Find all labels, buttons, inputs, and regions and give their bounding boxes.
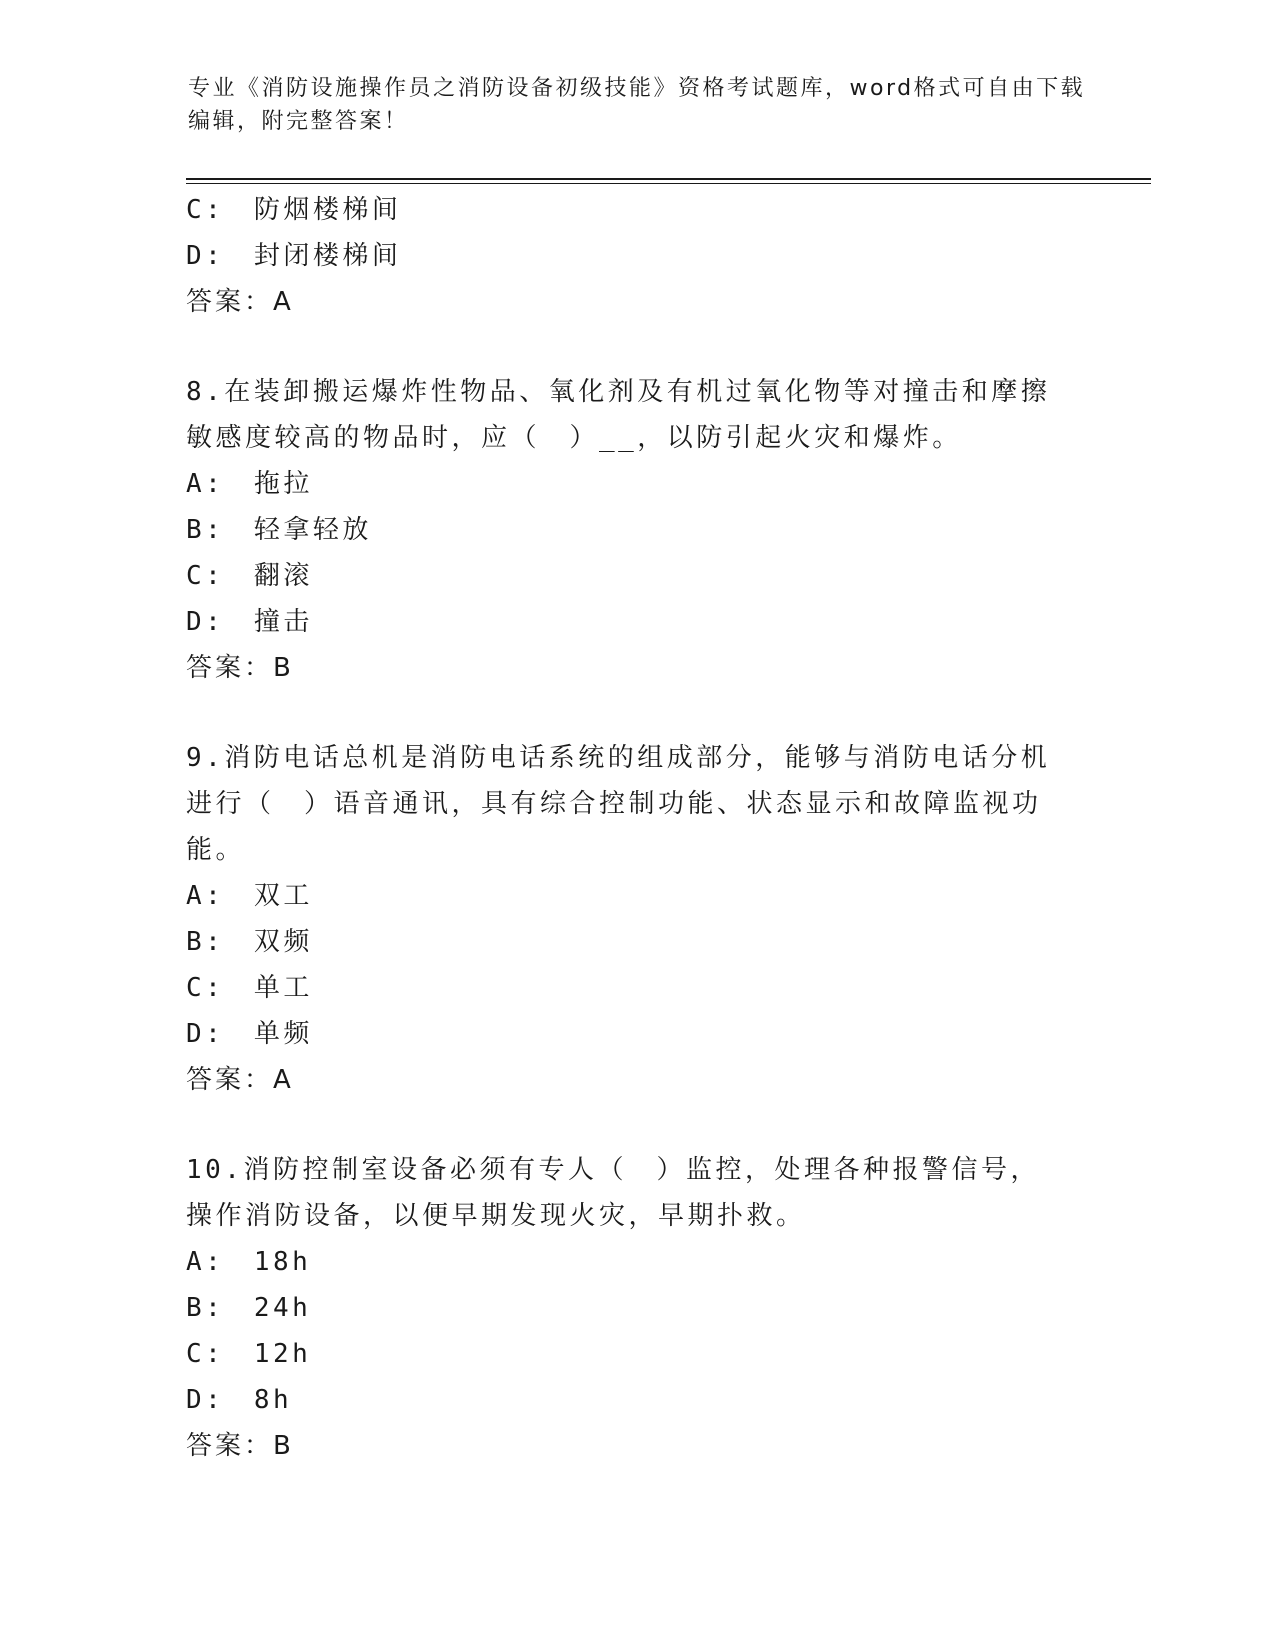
option-text: 8h [253,1385,293,1415]
option-text: 18h [253,1247,312,1277]
answer-value: A [273,1065,294,1095]
option-key: C [186,1339,206,1369]
answer-label: 答案： [186,287,274,317]
question-text: 10.消防控制室设备必须有专人（ ）监控，处理各种报警信号，操作消防设备，以便早期发现火灾，早期扑救。 [186,1155,1040,1231]
option-a: A: 拖拉 [186,469,313,499]
option-c: C: 单工 [186,973,313,1003]
option-key: C [186,973,206,1003]
question-text: 8.在装卸搬运爆炸性物品、氧化剂及有机过氧化物等对撞击和摩擦敏感度较高的物品时，应（ ）__，以防引起火灾和爆炸。 [186,377,1051,453]
option-d: D: 8h [186,1385,293,1415]
answer-line [186,1057,1086,1103]
answer-label: 答案： [186,1431,274,1461]
option-key: B [186,1293,206,1323]
answer-value: A [273,287,294,317]
option-d: D: 单频 [186,1019,313,1049]
option-text: 12h [253,1339,312,1369]
option-key: B [186,927,206,957]
answer-line [186,1423,1086,1469]
option-text: 翻滚 [253,561,313,591]
option-key: D [186,1019,206,1049]
option-text: 拖拉 [253,469,313,499]
option-c: C: 12h [186,1339,312,1369]
question-fragment [186,187,1086,325]
option-text: 双频 [253,927,313,957]
option-text: 单工 [253,973,313,1003]
option-text: 轻拿轻放 [253,515,372,545]
answer-label: 答案： [186,653,274,683]
header-divider-thick [186,178,1151,180]
option-key: C [186,195,206,225]
option-key: A [186,881,206,911]
option-key: B [186,515,206,545]
question-list [186,187,1086,1469]
option-key: A [186,469,206,499]
option-text: 双工 [253,881,313,911]
answer-value: B [273,653,294,683]
option-c: C: 防烟楼梯间 [186,195,402,225]
option-text: 防烟楼梯间 [253,195,402,225]
header-divider-thin [186,183,1151,184]
option-a: A: 18h [186,1247,312,1277]
option-d: D: 撞击 [186,607,313,637]
question-text: 9.消防电话总机是消防电话系统的组成部分，能够与消防电话分机进行（ ）语音通讯，具有综合控制功能、状态显示和故障监视功能。 [186,743,1051,865]
option-key: D [186,1385,206,1415]
option-d: D: 封闭楼梯间 [186,241,402,271]
option-b: B: 轻拿轻放 [186,515,372,545]
option-key: A [186,1247,206,1277]
option-key: C [186,561,206,591]
option-a: A: 双工 [186,881,313,911]
question-item [186,735,1086,1103]
document-header: 专业《消防设施操作员之消防设备初级技能》资格考试题库，word格式可自由下载编辑，附完整答案！ [188,76,1086,134]
option-key: D [186,607,206,637]
answer-line [186,279,1086,325]
question-item [186,1147,1086,1469]
answer-line [186,645,1086,691]
option-b: B: 双频 [186,927,313,957]
option-text: 单频 [253,1019,313,1049]
question-item [186,369,1086,691]
option-text: 封闭楼梯间 [253,241,402,271]
option-key: D [186,241,206,271]
answer-label: 答案： [186,1065,274,1095]
option-c: C: 翻滚 [186,561,313,591]
option-text: 撞击 [253,607,313,637]
option-b: B: 24h [186,1293,312,1323]
answer-value: B [273,1431,294,1461]
option-text: 24h [253,1293,312,1323]
